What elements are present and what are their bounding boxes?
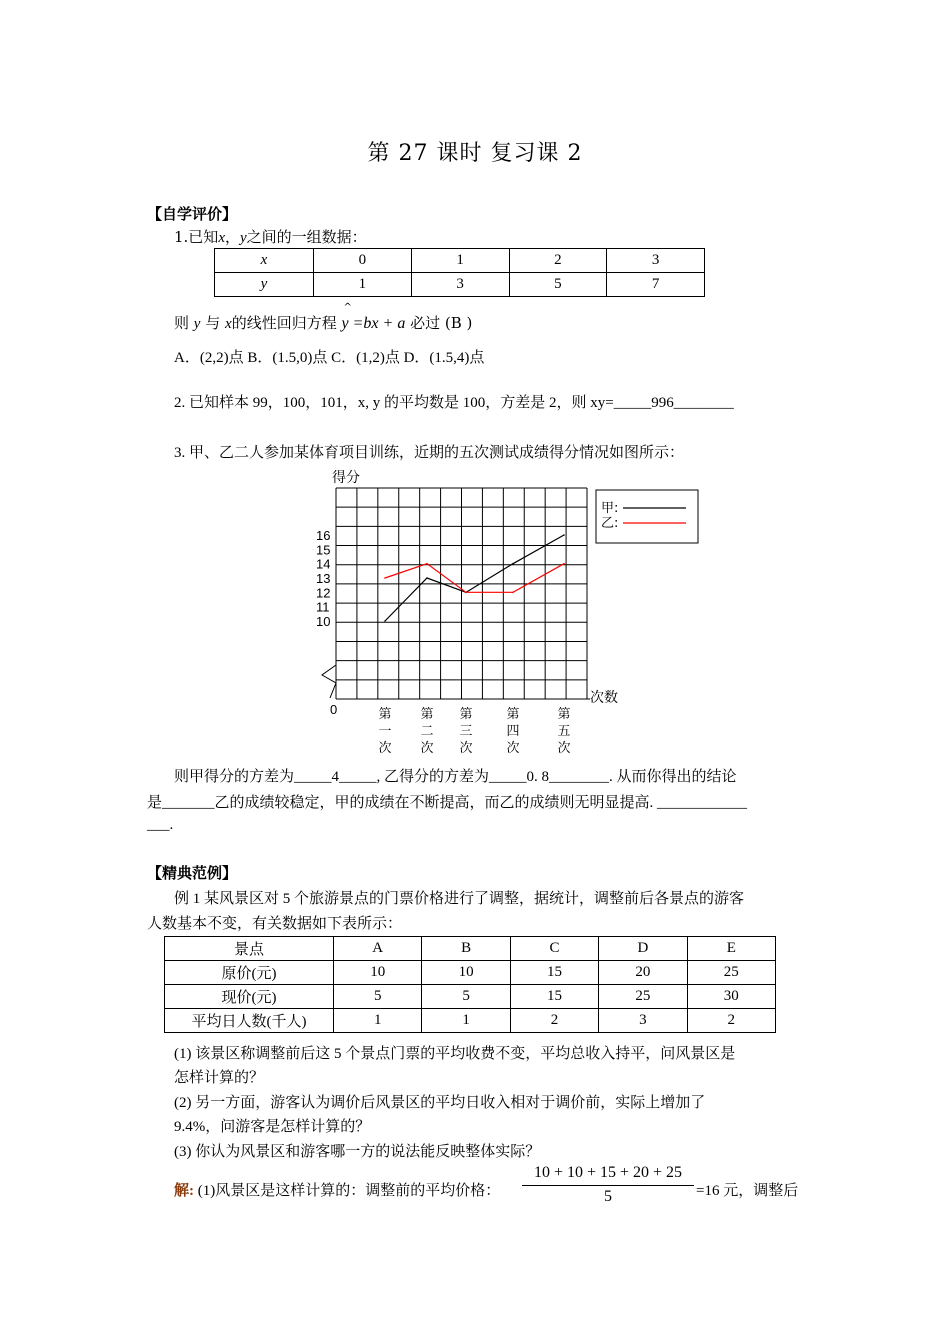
x-tick-label: 次 [459, 741, 473, 756]
q3-after-line2: 是_______乙的成绩较稳定，甲的成绩在不断提高，而乙的成绩则无明显提高. ____________ [147, 795, 748, 811]
series-point [384, 577, 386, 579]
ex1-part2-a: (2) 另一方面，游客认为调价后风景区的平均日收入相对于调价前，实际上增加了 [174, 1095, 706, 1111]
q1-comma: ， [224, 228, 240, 246]
y-tick-label: 12 [316, 585, 331, 601]
series-point [426, 563, 428, 565]
table-cell: C [510, 937, 598, 961]
y-tick-label: 14 [316, 556, 331, 572]
table-cell: 10 [334, 961, 422, 985]
q1-and: 与 [205, 314, 221, 332]
section-examples-heading: 【精典范例】 [147, 864, 238, 882]
q1-answer: 必过 (B ) [410, 314, 473, 332]
y-tick-label: 16 [316, 528, 331, 543]
q3-stem: 3. 甲、乙二人参加某体育项目训练，近期的五次测试成绩得分情况如图所示： [174, 445, 685, 461]
series-point [384, 620, 386, 622]
y-axis-label: 得分 [332, 470, 360, 486]
table-row [165, 1009, 776, 1033]
table-cell: 25 [687, 961, 775, 985]
x-tick-label: 四 [506, 724, 520, 739]
ex1-line2: 人数基本不变，有关数据如下表所示： [147, 916, 403, 932]
x-tick-label: 次 [557, 741, 571, 756]
table-cell: D [599, 937, 687, 961]
x-tick-label: 次 [378, 741, 392, 756]
table-cell: 2 [687, 1009, 775, 1033]
table-cell: 5 [509, 273, 607, 297]
q2-text: 2. 已知样本 99，100，101，x, y 的平均数是 100，方差是 2，则 xy=_____996________ [174, 395, 734, 411]
q3-after-line1: 则甲得分的方差为_____4_____, 乙得分的方差为_____0. 8________. 从而你得出的结论 [174, 769, 737, 785]
q3-after-line3: ___. [147, 817, 174, 833]
row-header-cell: x [215, 249, 314, 273]
table-row [215, 249, 705, 273]
y-tick-label: 15 [316, 542, 331, 558]
hat-symbol: ^ [343, 302, 352, 313]
series-point [563, 563, 565, 565]
q1-stem-prefix: 1.已知 [174, 228, 219, 246]
table-cell: B [422, 937, 510, 961]
table-cell: 25 [599, 985, 687, 1009]
x-tick-label: 第 [557, 707, 571, 722]
solution-end: =16 元，调整后 [696, 1183, 799, 1199]
table-cell: 2 [509, 249, 607, 273]
table-cell: A [334, 937, 422, 961]
q1-then: 则 [174, 314, 190, 332]
x-tick-label: 第 [378, 707, 392, 722]
x-tick-label: 二 [420, 724, 434, 739]
table-cell: 5 [422, 985, 510, 1009]
row-header-cell: 平均日人数(千人) [165, 1009, 334, 1033]
axis-break-mark [322, 665, 336, 698]
table-cell: 30 [687, 985, 775, 1009]
q1-x-var: x [225, 316, 232, 332]
table-cell: 0 [314, 249, 412, 273]
legend-label: 乙: [601, 516, 619, 531]
q1-regression-line [174, 302, 473, 333]
table-cell: 1 [411, 249, 509, 273]
table-row [165, 985, 776, 1009]
table-cell: 3 [607, 249, 705, 273]
row-header-cell: 原价(元) [165, 961, 334, 985]
row-header-cell: 现价(元) [165, 985, 334, 1009]
x-tick-label: 五 [557, 724, 571, 739]
x-tick-label: 次 [420, 741, 434, 756]
score-line-chart [300, 462, 720, 758]
table-cell: 3 [599, 1009, 687, 1033]
q1-stem-suffix: 之间的一组数据： [246, 228, 367, 246]
table-cell: 3 [411, 273, 509, 297]
x-axis-label: 次数 [590, 690, 618, 706]
legend-label: 甲: [601, 501, 619, 516]
q1-stem [174, 226, 367, 247]
section-self-eval-heading: 【自学评价】 [147, 205, 238, 223]
table-cell: 7 [607, 273, 705, 297]
row-header-cell: y [215, 273, 314, 297]
solution-label: 解: [174, 1183, 194, 1199]
x-tick-label: 一 [378, 724, 392, 739]
series-line-乙 [385, 564, 564, 593]
y-tick-label: 11 [316, 599, 330, 615]
table-cell: 15 [510, 985, 598, 1009]
ex1-line1: 例 1 某风景区对 5 个旅游景点的门票价格进行了调整，据统计，调整前后各景点的游客 [174, 891, 745, 907]
ex1-part3: (3) 你认为风景区和游客哪一方的说法能反映整体实际？ [174, 1144, 541, 1160]
table-cell: 5 [334, 985, 422, 1009]
table-row [215, 273, 705, 297]
series-point [512, 592, 514, 594]
ex1-part1-b: 怎样计算的？ [174, 1070, 265, 1086]
q1-options: A．(2,2)点 B．(1.5,0)点 C．(1,2)点 D．(1.5,4)点 [174, 350, 485, 366]
table-cell: 2 [510, 1009, 598, 1033]
x-tick-label: 第 [420, 707, 434, 722]
table-cell: 1 [422, 1009, 510, 1033]
x-tick-label: 第 [506, 707, 520, 722]
average-price-fraction [522, 1164, 694, 1206]
series-line-甲 [385, 535, 564, 621]
solution-line [174, 1179, 500, 1200]
x-tick-label: 次 [506, 741, 520, 756]
table-cell: 1 [314, 273, 412, 297]
table-cell: 20 [599, 961, 687, 985]
x-tick-label: 第 [459, 707, 473, 722]
fraction-bar [522, 1185, 694, 1186]
solution-text: (1)风景区是这样计算的：调整前的平均价格： [194, 1183, 501, 1199]
q1-var-y: y [240, 230, 247, 246]
table-cell: 15 [510, 961, 598, 985]
y-tick-label: 13 [316, 571, 331, 586]
table-cell: 1 [334, 1009, 422, 1033]
q1-var-x: x [218, 230, 225, 246]
fraction-denominator: 5 [604, 1188, 612, 1205]
fraction-numerator: 10 + 10 + 15 + 20 + 25 [533, 1164, 683, 1181]
ex1-price-table [164, 936, 776, 1033]
q1-regression-text: 的线性回归方程 [231, 314, 337, 332]
ex1-part2-b: 9.4%，问游客是怎样计算的？ [174, 1119, 371, 1135]
ex1-part1-a: (1) 该景区称调整前后这 5 个景点门票的平均收费不变，平均总收入持平，问风景区是 [174, 1046, 736, 1062]
series-point [512, 563, 514, 565]
y-tick-label: 10 [316, 614, 331, 629]
page-title: 第 27 课时 复习课 2 [367, 141, 583, 166]
series-point [426, 577, 428, 579]
q1-data-table [214, 248, 705, 297]
x-tick-label: 三 [459, 724, 473, 739]
table-row [165, 961, 776, 985]
table-cell: 10 [422, 961, 510, 985]
q1-y-var: y [193, 316, 201, 332]
series-point [563, 534, 565, 536]
origin-label: 0 [330, 702, 338, 717]
series-point [465, 592, 467, 594]
table-cell: E [687, 937, 775, 961]
regression-equation: y =bx + a [341, 315, 406, 332]
table-row [165, 937, 776, 961]
row-header-cell: 景点 [165, 937, 334, 961]
